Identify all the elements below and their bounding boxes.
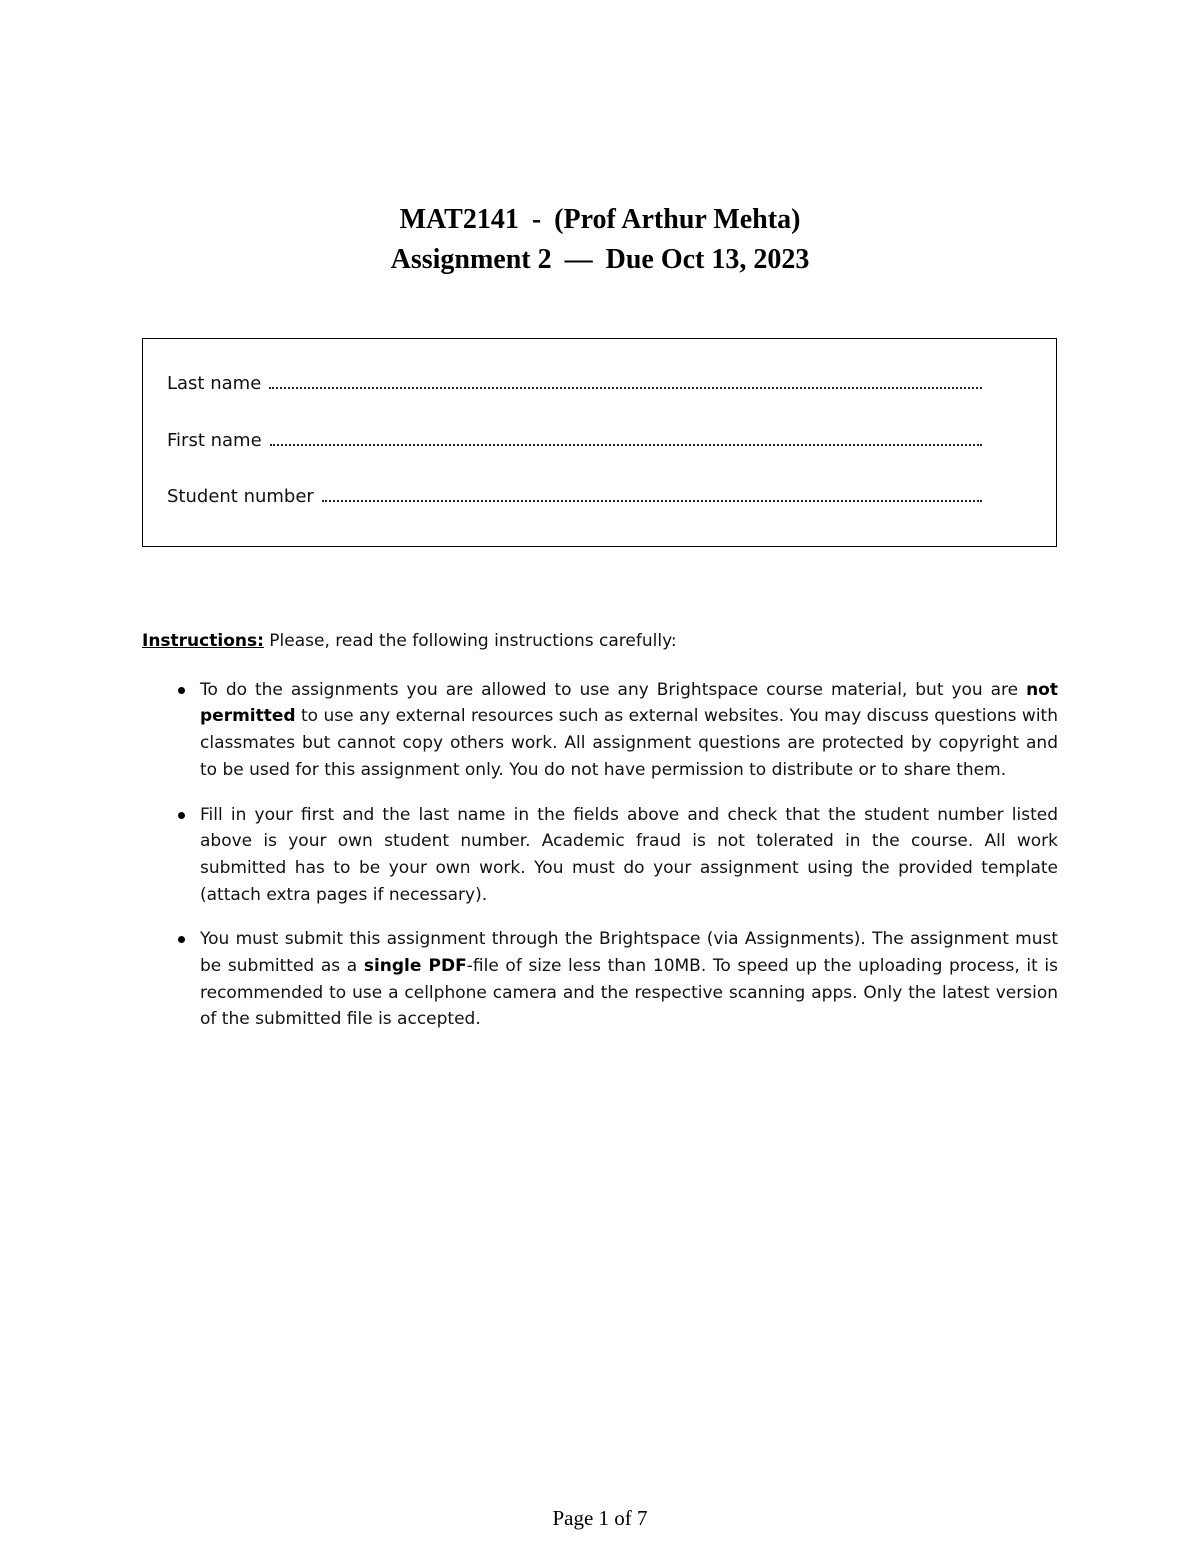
last-name-field[interactable] xyxy=(167,373,982,394)
first-name-dotted-line[interactable] xyxy=(270,443,982,446)
instructions-lead xyxy=(142,628,1058,655)
bullet-1-text-a: To do the assignments you are allowed to use any Brightspace course material, but you are xyxy=(200,679,1019,700)
instructions-heading: Instructions: xyxy=(142,631,264,651)
instructions-list xyxy=(142,677,1058,1033)
page-number: Page 1 of 7 xyxy=(552,1506,648,1530)
last-name-dotted-line[interactable] xyxy=(269,386,982,389)
bullet-3-text-a: You must submit this assignment through the Brightspace (via Assignments). The assignment must be submitted as a xyxy=(200,929,1058,977)
assignment-title-line xyxy=(0,240,1200,280)
list-item xyxy=(142,677,1058,784)
title-dash: — xyxy=(564,244,593,275)
list-item xyxy=(142,802,1058,909)
instructions-intro: Please, read the following instructions carefully: xyxy=(269,631,677,651)
course-code: MAT2141 xyxy=(399,204,519,235)
bullet-icon xyxy=(178,812,185,819)
student-number-label: Student number xyxy=(167,486,314,507)
bullet-1-text-b: to use any external resources such as external websites. You may discuss questions with classmates but cannot copy others work. All assignment questions are protected by copyright and to be used for this assignment only. You do not have permission to distribute or to share them. xyxy=(200,706,1058,780)
bullet-3-bold: single PDF xyxy=(363,956,467,977)
first-name-field[interactable] xyxy=(167,430,982,451)
student-info-box xyxy=(142,338,1057,547)
bullet-icon xyxy=(178,936,185,943)
student-number-dotted-line[interactable] xyxy=(322,499,982,502)
bullet-icon xyxy=(178,687,185,694)
instructor-name: (Prof Arthur Mehta) xyxy=(554,204,801,235)
last-name-label: Last name xyxy=(167,373,262,394)
bullet-3-text-b: -file of size less than 10MB. To speed up the uploading process, it is recommended to use a cellphone camera and the respective scanning apps. Only the latest version of the submitted file is accepted. xyxy=(200,956,1058,1030)
bullet-2-text: Fill in your first and the last name in the fields above and check that the student number listed above is your own student number. Academic fraud is not tolerated in the course. All work submitted has to be your own work. You must do your assignment using the provided template (attach extra pages if necessary). xyxy=(200,804,1058,905)
document-header xyxy=(0,200,1200,280)
course-title-line xyxy=(0,200,1200,240)
student-number-field[interactable] xyxy=(167,486,982,507)
assignment-title: Assignment 2 xyxy=(390,244,552,275)
bullet-1-bold: not permitted xyxy=(200,679,1058,727)
instructions-section xyxy=(142,628,1058,1051)
list-item xyxy=(142,926,1058,1033)
due-date: Due Oct 13, 2023 xyxy=(605,244,810,275)
title-separator: - xyxy=(531,204,542,235)
first-name-label: First name xyxy=(167,430,262,451)
